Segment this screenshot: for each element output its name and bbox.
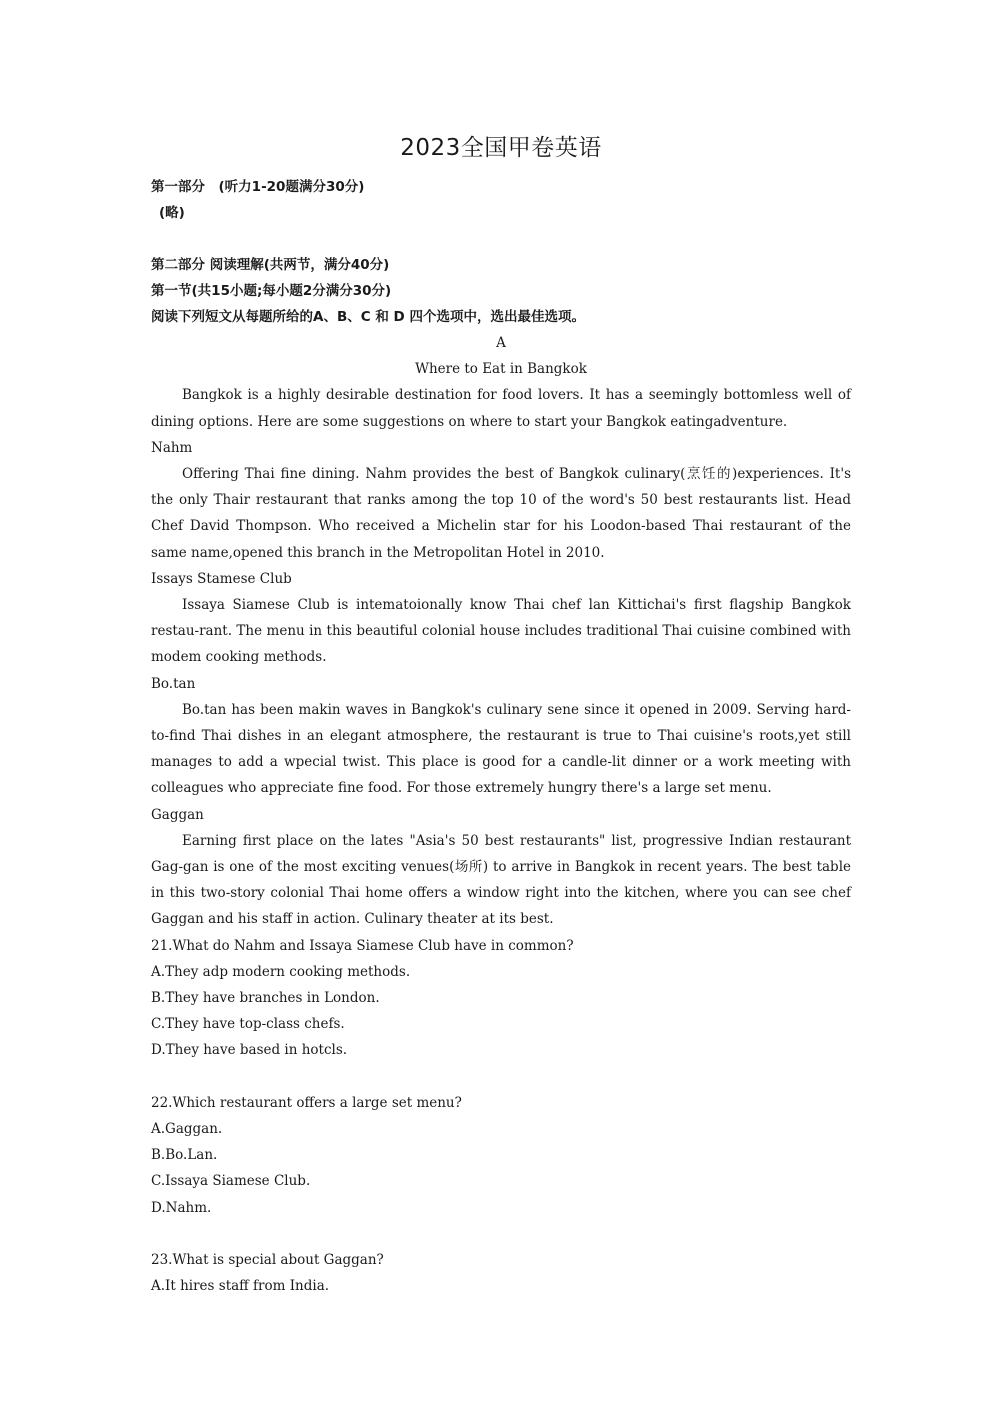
passage-title: Where to Eat in Bangkok <box>415 361 587 378</box>
restaurant-name: Issays Stamese Club <box>151 570 292 587</box>
part2-heading: 第二部分 阅读理解(共两节，满分40分) <box>151 257 390 273</box>
exam-page <box>151 128 851 1299</box>
question-option: A.It hires staff from India. <box>151 1277 330 1294</box>
part1-note: (略) <box>159 205 185 221</box>
restaurant-description: Earning first place on the lates "Asia's 50 best restaurants" list, progressive Indian restaurant Gag-gan is one of the most exciting venues(场所) to arrive in Bangkok in recent years. The best table in this two-story colonial Thai home offers a window right into the kitchen, where you can see chef Gaggan and his staff in action. Culinary theater at its best. <box>151 832 851 928</box>
spacer <box>151 226 851 252</box>
restaurant-description: Issaya Siamese Club is intematoionally know Thai chef lan Kittichai's first flagship Bangkok restau-rant. The menu in this beautiful colonial house includes traditional Thai cuisine combined with modem cooking methods. <box>151 597 851 666</box>
passage-intro: Bangkok is a highly desirable destination for food lovers. It has a seemingly bottomless well of dining options. Here are some suggestions on where to start your Bangkok eatingadventure. <box>151 387 851 430</box>
question-option: A.They adp modern cooking methods. <box>151 963 411 980</box>
restaurant-name: Nahm <box>151 439 193 456</box>
spacer <box>151 1064 851 1090</box>
spacer <box>151 1221 851 1247</box>
restaurant-name: Bo.tan <box>151 675 196 692</box>
section1-heading: 第一节(共15小题;每小题2分满分30分) <box>151 283 392 299</box>
passage-label: A <box>496 335 506 351</box>
restaurant-description: Offering Thai fine dining. Nahm provides the best of Bangkok culinary(烹饪的)experiences. It's the only Thair restaurant that ranks among the top 10 of the word's 50 best restaurants list. Head Chef David Thompson. Who received a Michelin star for his Loodon-based Thai restaurant of the same name,opened this branch in the Metropolitan Hotel in 2010. <box>151 466 851 561</box>
question-option: D.Nahm. <box>151 1199 212 1216</box>
question-option: D.They have based in hotcls. <box>151 1042 348 1059</box>
question-option: B.Bo.Lan. <box>151 1147 218 1164</box>
question-stem: 22.Which restaurant offers a large set menu? <box>151 1094 462 1111</box>
question-option: A.Gaggan. <box>151 1120 223 1137</box>
question-option: C.Issaya Siamese Club. <box>151 1173 311 1190</box>
instruction: 阅读下列短文从每题所给的A、B、C 和 D 四个选项中，选出最佳选项。 <box>151 309 585 325</box>
question-stem: 23.What is special about Gaggan? <box>151 1251 384 1268</box>
question-option: B.They have branches in London. <box>151 990 380 1007</box>
question-option: C.They have top-class chefs. <box>151 1016 345 1033</box>
part1-heading: 第一部分 (听力1-20题满分30分) <box>151 179 365 195</box>
restaurant-description: Bo.tan has been makin waves in Bangkok's culinary sene since it opened in 2009. Serving hard-to-find Thai dishes in an elegant atmosphere, the restaurant is true to Thai cuisine's roots,yet still manages to add a wpecial twist. This place is good for a candle-lit dinner or a work meeting with colleagues who appreciate fine food. For those extremely hungry there's a large set menu. <box>151 701 851 797</box>
page-title: 2023全国甲卷英语 <box>400 135 602 161</box>
question-stem: 21.What do Nahm and Issaya Siamese Club have in common? <box>151 937 574 954</box>
restaurant-name: Gaggan <box>151 806 204 823</box>
